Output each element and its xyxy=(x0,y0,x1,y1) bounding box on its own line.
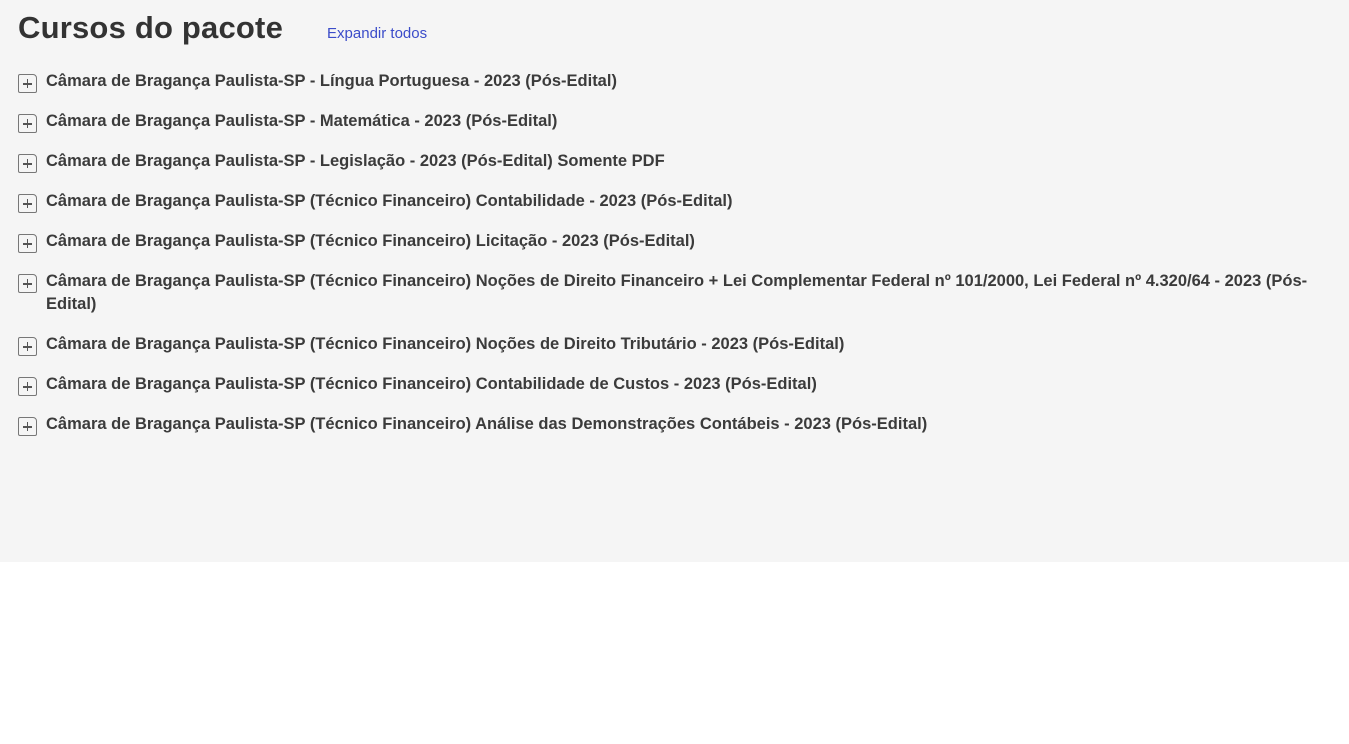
course-list xyxy=(0,62,1349,463)
plus-box-icon[interactable] xyxy=(18,337,37,356)
course-title: Câmara de Bragança Paulista-SP (Técnico Financeiro) Licitação - 2023 (Pós-Edital) xyxy=(46,232,695,250)
list-item[interactable] xyxy=(18,142,1339,182)
course-title: Câmara de Bragança Paulista-SP - Legislação - 2023 (Pós-Edital) Somente PDF xyxy=(46,152,665,170)
course-title: Câmara de Bragança Paulista-SP (Técnico Financeiro) Noções de Direito Tributário - 2023 (Pós-Edital) xyxy=(46,335,845,353)
course-title: Câmara de Bragança Paulista-SP - Língua Portuguesa - 2023 (Pós-Edital) xyxy=(46,72,617,90)
list-item[interactable] xyxy=(18,182,1339,222)
list-item[interactable] xyxy=(18,262,1339,325)
plus-box-icon[interactable] xyxy=(18,194,37,213)
plus-box-icon[interactable] xyxy=(18,114,37,133)
panel-header xyxy=(0,0,1349,48)
list-item[interactable] xyxy=(18,365,1339,405)
course-title: Câmara de Bragança Paulista-SP (Técnico Financeiro) Noções de Direito Financeiro + Lei Complementar Federal nº 101/2000, Lei Federal nº 4.320/64 - 2023 (Pós-Edital) xyxy=(46,272,1308,313)
course-title: Câmara de Bragança Paulista-SP (Técnico Financeiro) Contabilidade de Custos - 2023 (Pós-Edital) xyxy=(46,375,817,393)
plus-box-icon[interactable] xyxy=(18,74,37,93)
list-item[interactable] xyxy=(18,62,1339,102)
expand-all-link[interactable]: Expandir todos xyxy=(327,25,428,42)
plus-box-icon[interactable] xyxy=(18,417,37,436)
page-blank-area xyxy=(0,562,1349,744)
list-item[interactable] xyxy=(18,325,1339,365)
course-title: Câmara de Bragança Paulista-SP - Matemática - 2023 (Pós-Edital) xyxy=(46,112,558,130)
list-item[interactable] xyxy=(18,102,1339,142)
course-title: Câmara de Bragança Paulista-SP (Técnico Financeiro) Contabilidade - 2023 (Pós-Edital) xyxy=(46,192,733,210)
plus-box-icon[interactable] xyxy=(18,274,37,293)
course-title: Câmara de Bragança Paulista-SP (Técnico Financeiro) Análise das Demonstrações Contábeis - 2023 (Pós-Edital) xyxy=(46,415,928,433)
plus-box-icon[interactable] xyxy=(18,234,37,253)
list-item[interactable] xyxy=(18,222,1339,262)
plus-box-icon[interactable] xyxy=(18,377,37,396)
page-title: Cursos do pacote xyxy=(18,10,284,45)
list-item[interactable] xyxy=(18,405,1339,445)
plus-box-icon[interactable] xyxy=(18,154,37,173)
